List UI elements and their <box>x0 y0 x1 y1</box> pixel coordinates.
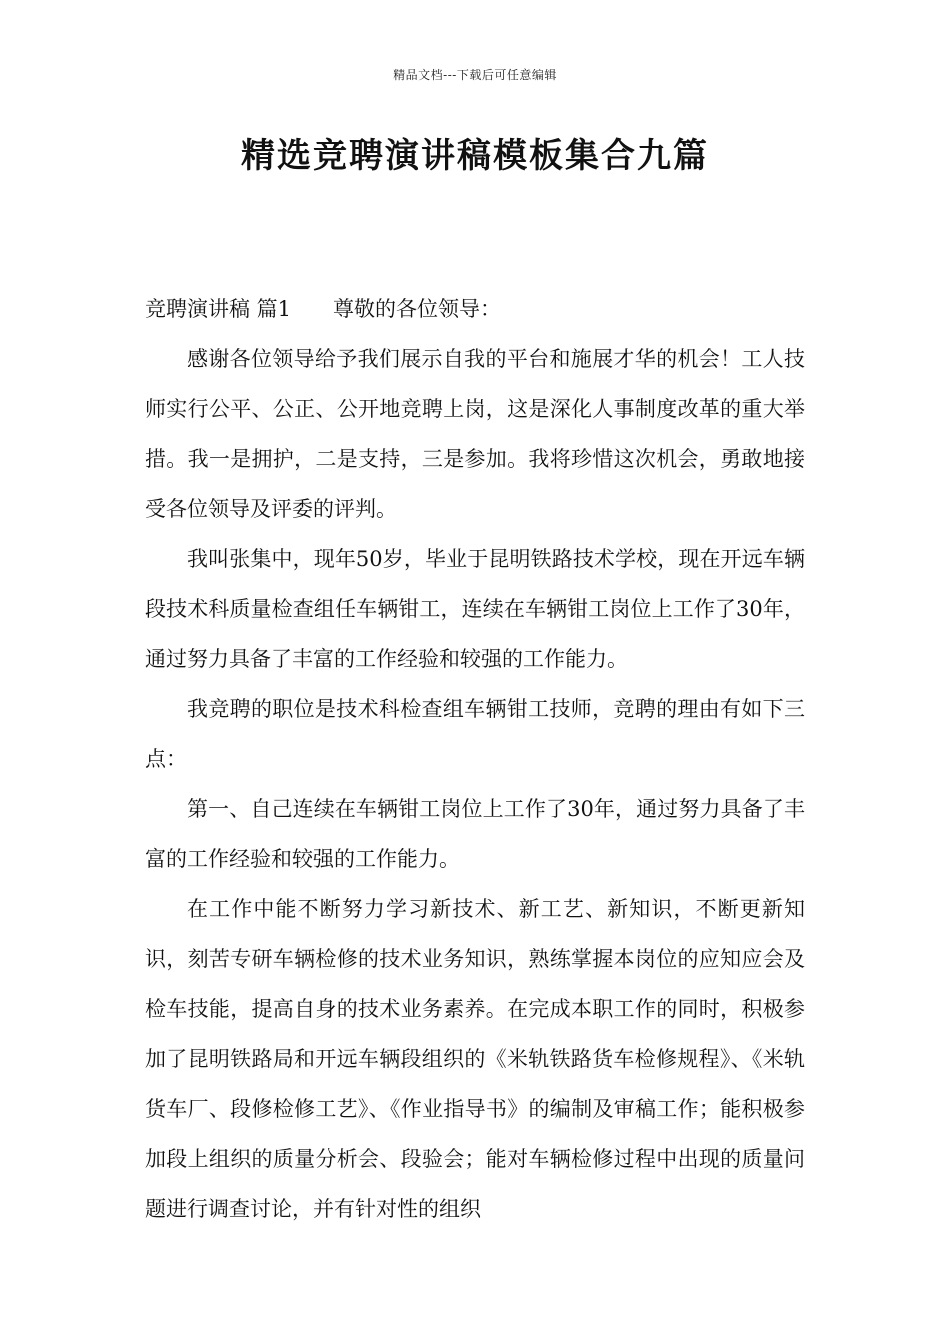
document-title: 精选竞聘演讲稿模板集合九篇 <box>241 136 709 176</box>
paragraph: 我竞聘的职位是技术科检查组车辆钳工技师，竞聘的理由有如下三点： <box>145 697 805 771</box>
paragraph: 我叫张集中，现年50岁，毕业于昆明铁路技术学校，现在开远车辆段技术科质量检查组任车辆钳工，连续在车辆钳工岗位上工作了30年，通过努力具备了丰富的工作经验和较强的工作能力。 <box>145 547 805 671</box>
intro-line <box>145 284 805 334</box>
header-note: 精品文档---下载后可任意编辑 <box>393 68 557 82</box>
document-body <box>145 284 805 1234</box>
paragraph: 在工作中能不断努力学习新技术、新工艺、新知识，不断更新知识，刻苦专研车辆检修的技术业务知识，熟练掌握本岗位的应知应会及检车技能，提高自身的技术业务素养。在完成本职工作的同时，积极参加了昆明铁路局和开远车辆段组织的《米轨铁路货车检修规程》、《米轨货车厂、段修检修工艺》、《作业指导书》的编制及审稿工作；能积极参加段上组织的质量分析会、段验会；能对车辆检修过程中出现的质量问题进行调查讨论，并有针对性的组织 <box>145 897 805 1221</box>
paragraph: 第一、自己连续在车辆钳工岗位上工作了30年，通过努力具备了丰富的工作经验和较强的工作能力。 <box>145 797 805 871</box>
section-label: 竞聘演讲稿 篇1 <box>145 297 292 321</box>
paragraph: 感谢各位领导给予我们展示自我的平台和施展才华的机会！工人技师实行公平、公正、公开地竞聘上岗，这是深化人事制度改革的重大举措。我一是拥护，二是支持，三是参加。我将珍惜这次机会，勇敢地接受各位领导及评委的评判。 <box>145 347 805 521</box>
salutation: 尊敬的各位领导： <box>333 297 502 321</box>
